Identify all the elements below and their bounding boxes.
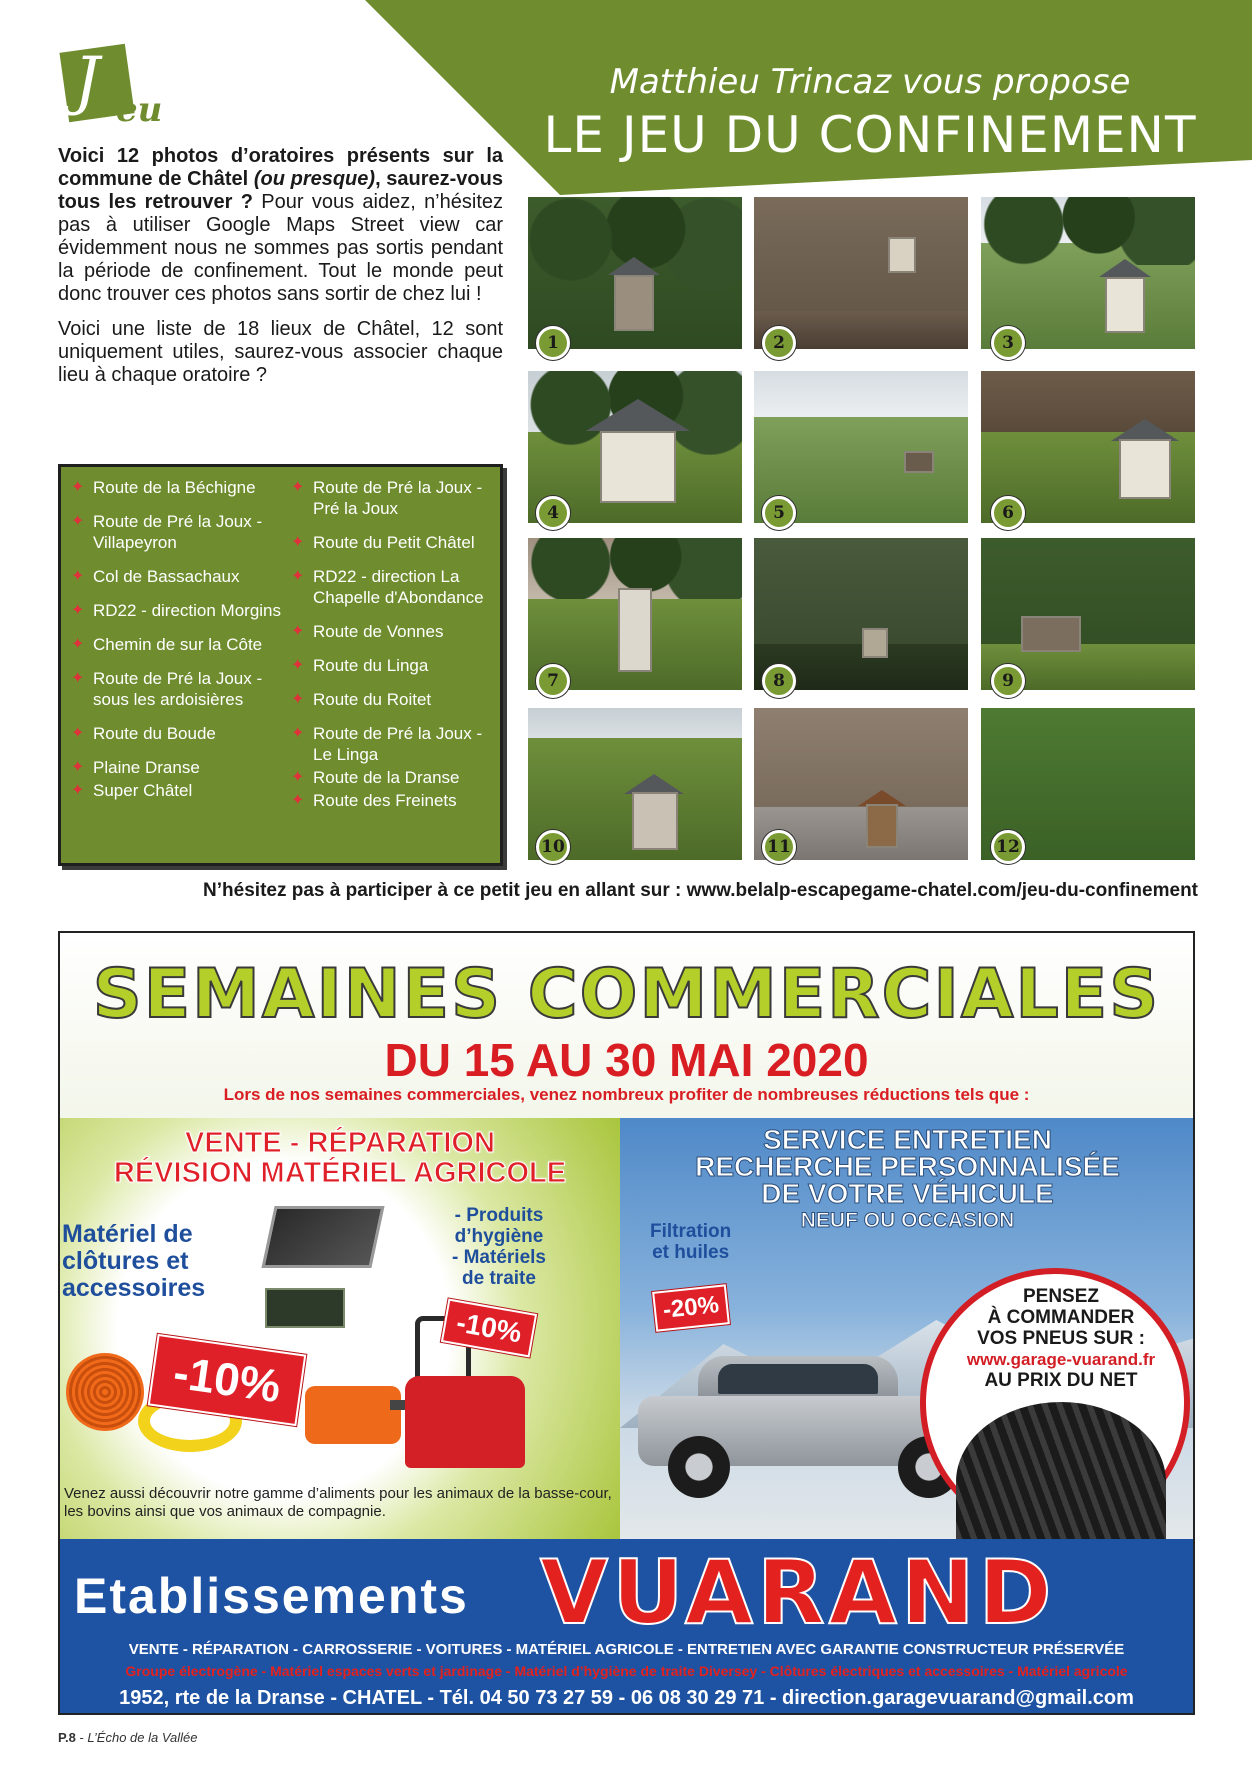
photo-number-badge: 4	[536, 496, 570, 530]
lawnmower-image	[405, 1376, 525, 1468]
intro-paragraph-2: Voici une liste de 18 lieux de Châtel, 12 sont uniquement utiles, saurez-vous associer chaque lieu à chaque oratoire ?	[58, 318, 503, 386]
fencing-material-label: Matériel de clôtures et accessoires	[62, 1220, 206, 1302]
photo-number-badge: 12	[991, 830, 1025, 864]
animal-feed-note: Venez aussi découvrir notre gamme d’aliments pour les animaux de la basse-cour, les bovins ainsi que vos animaux de compagnie.	[64, 1485, 612, 1520]
star-icon: ✦	[71, 568, 85, 585]
company-prefix: Etablissements	[74, 1568, 469, 1624]
oratory-photo-2	[754, 197, 968, 349]
photo-number-badge: 10	[536, 830, 570, 864]
places-list-box	[58, 464, 503, 866]
list-item: ✦ Route de Pré la Joux - sous les ardoisières	[71, 669, 263, 709]
intro-paragraph-1	[58, 145, 503, 306]
contact-address: 1952, rte de la Dranse - CHATEL - Tél. 04 50 73 27 59 - 06 08 30 29 71 - direction.garagevuarand@gmail.com	[119, 1687, 1134, 1709]
oratory-photo-1	[528, 197, 742, 349]
header-subtitle: Matthieu Trincaz vous propose	[609, 62, 1131, 102]
solar-fence-energizer-image	[261, 1206, 384, 1268]
list-item: ✦ Chemin de sur la Côte	[71, 635, 263, 654]
list-item: ✦ Route du Roitet	[291, 690, 432, 709]
star-icon: ✦	[291, 534, 305, 551]
list-item: ✦ RD22 - direction La Chapelle d'Abondance	[291, 567, 484, 607]
list-item: ✦ Route du Linga	[291, 656, 429, 675]
participation-cta[interactable]: N’hésitez pas à participer à ce petit jeu en allant sur : www.belalp-escapegame-chatel.com/jeu-du-confinement	[203, 880, 1198, 901]
list-item: ✦ Route de Pré la Joux - Pré la Joux	[291, 478, 483, 518]
star-icon: ✦	[291, 657, 305, 674]
ad-agri-panel	[60, 1118, 620, 1539]
list-item: ✦ Super Châtel	[71, 781, 193, 800]
list-item: ✦ Route de la Béchigne	[71, 478, 256, 497]
star-icon: ✦	[71, 759, 85, 776]
star-icon: ✦	[291, 725, 305, 742]
star-icon: ✦	[71, 670, 85, 687]
photo-number-badge: 7	[536, 664, 570, 698]
intro-lead-italic: (ou presque)	[253, 168, 376, 190]
star-icon: ✦	[291, 623, 305, 640]
list-item: ✦ Route du Petit Châtel	[291, 533, 475, 552]
vuarand-advertisement	[58, 931, 1195, 1715]
vehicle-heading: SERVICE ENTRETIEN RECHERCHE PERSONNALISÉE DE VOTRE VÉHICULE NEUF OU OCCASION	[695, 1124, 1120, 1232]
company-brand: VUARAND	[540, 1541, 1056, 1644]
photo-number-badge: 6	[991, 496, 1025, 530]
tire-image	[956, 1402, 1166, 1562]
services-line: VENTE - RÉPARATION - CARROSSERIE - VOITURES - MATÉRIEL AGRICOLE - ENTRETIEN AVEC GARANTIE CONSTRUCTEUR PRÉSERVÉE	[128, 1641, 1125, 1658]
star-icon: ✦	[291, 792, 305, 809]
ad-subtitle: Lors de nos semaines commerciales, venez nombreux profiter de nombreuses réductions tels que :	[223, 1085, 1030, 1104]
discount-badge: -20%	[652, 1284, 730, 1332]
star-icon: ✦	[291, 691, 305, 708]
list-item: ✦ Route du Boude	[71, 724, 216, 743]
page-footer: P.8 - L’Écho de la Vallée	[58, 1730, 198, 1745]
photo-number-badge: 3	[991, 326, 1025, 360]
star-icon: ✦	[71, 636, 85, 653]
battery-image	[265, 1288, 345, 1328]
ad-title: SEMAINES COMMERCIALES	[92, 955, 1161, 1034]
ad-dates: DU 15 AU 30 MAI 2020	[384, 1034, 869, 1086]
tires-promo-text: PENSEZ À COMMANDER VOS PNEUS SUR : www.garage-vuarand.fr AU PRIX DU NET	[946, 1286, 1176, 1391]
star-icon: ✦	[291, 769, 305, 786]
hygiene-products-label: - Produits d’hygiène - Matériels de traite	[452, 1205, 546, 1289]
places-list-left	[71, 477, 281, 803]
products-line: Groupe électrogène - Matériel espaces verts et jardinage - Matériel d’hygiène de traite Diversey - Clôtures électriques et accessoires - Matériel agricole	[125, 1663, 1128, 1679]
star-icon: ✦	[71, 782, 85, 799]
intro-lead-bold: Voici 12 photos d’oratoires présents sur la commune de Châtel	[58, 145, 503, 190]
discount-badge: -10%	[148, 1334, 307, 1426]
ad-header	[60, 933, 1193, 1118]
places-list-right	[291, 477, 501, 813]
jeu-section-logo	[58, 38, 178, 133]
star-icon: ✦	[71, 725, 85, 742]
list-item: ✦ RD22 - direction Morgins	[71, 601, 282, 620]
ad-vehicle-panel	[620, 1118, 1195, 1539]
photo-number-badge: 1	[536, 326, 570, 360]
intro-text	[58, 145, 503, 399]
trimmer-line-spool-image	[66, 1353, 144, 1431]
list-item: ✦ Route de Vonnes	[291, 622, 444, 641]
intro-lead-bold-end: , saurez-vous tous les retrouver ?	[58, 168, 503, 213]
intro-help-text: Pour vous aidez, n’hésitez pas à utiliser Google Maps Street view car évidemment nous ne sommes pas sortis pendant la période de confinement. Tout le monde peut donc trouver ces photos sans sortir de chez lui !	[58, 191, 503, 305]
garage-website-link[interactable]: www.garage-vuarand.fr	[966, 1350, 1156, 1369]
jeu-logo-tail: eu	[116, 90, 163, 130]
page-title: LE JEU DU CONFINEMENT	[543, 106, 1197, 164]
publication-name: L’Écho de la Vallée	[87, 1730, 198, 1745]
chainsaw-image	[305, 1386, 401, 1444]
star-icon: ✦	[291, 568, 305, 585]
star-icon: ✦	[71, 513, 85, 530]
list-item: ✦ Route de Pré la Joux - Le Linga	[291, 724, 483, 764]
photo-number-badge: 2	[762, 326, 796, 360]
ad-footer-band	[60, 1539, 1193, 1715]
filtration-label: Filtration et huiles	[650, 1221, 732, 1263]
star-icon: ✦	[71, 602, 85, 619]
tires-promo-circle	[920, 1268, 1190, 1538]
agri-heading: VENTE - RÉPARATION RÉVISION MATÉRIEL AGRICOLE	[113, 1127, 567, 1189]
star-icon: ✦	[291, 479, 305, 496]
star-icon: ✦	[71, 479, 85, 496]
discount-badge: -10%	[441, 1299, 537, 1358]
page-number: P.8	[58, 1730, 76, 1745]
list-item: ✦ Col de Bassachaux	[71, 567, 240, 586]
photo-number-badge: 8	[762, 664, 796, 698]
list-item: ✦ Route des Freinets	[291, 791, 457, 810]
list-item: ✦ Route de la Dranse	[291, 768, 460, 787]
photo-number-badge: 9	[991, 664, 1025, 698]
jeu-logo-letter: J	[74, 44, 100, 118]
photo-number-badge: 11	[762, 830, 796, 864]
list-item: ✦ Plaine Dranse	[71, 758, 200, 777]
photo-number-badge: 5	[762, 496, 796, 530]
list-item: ✦ Route de Pré la Joux - Villapeyron	[71, 512, 263, 552]
